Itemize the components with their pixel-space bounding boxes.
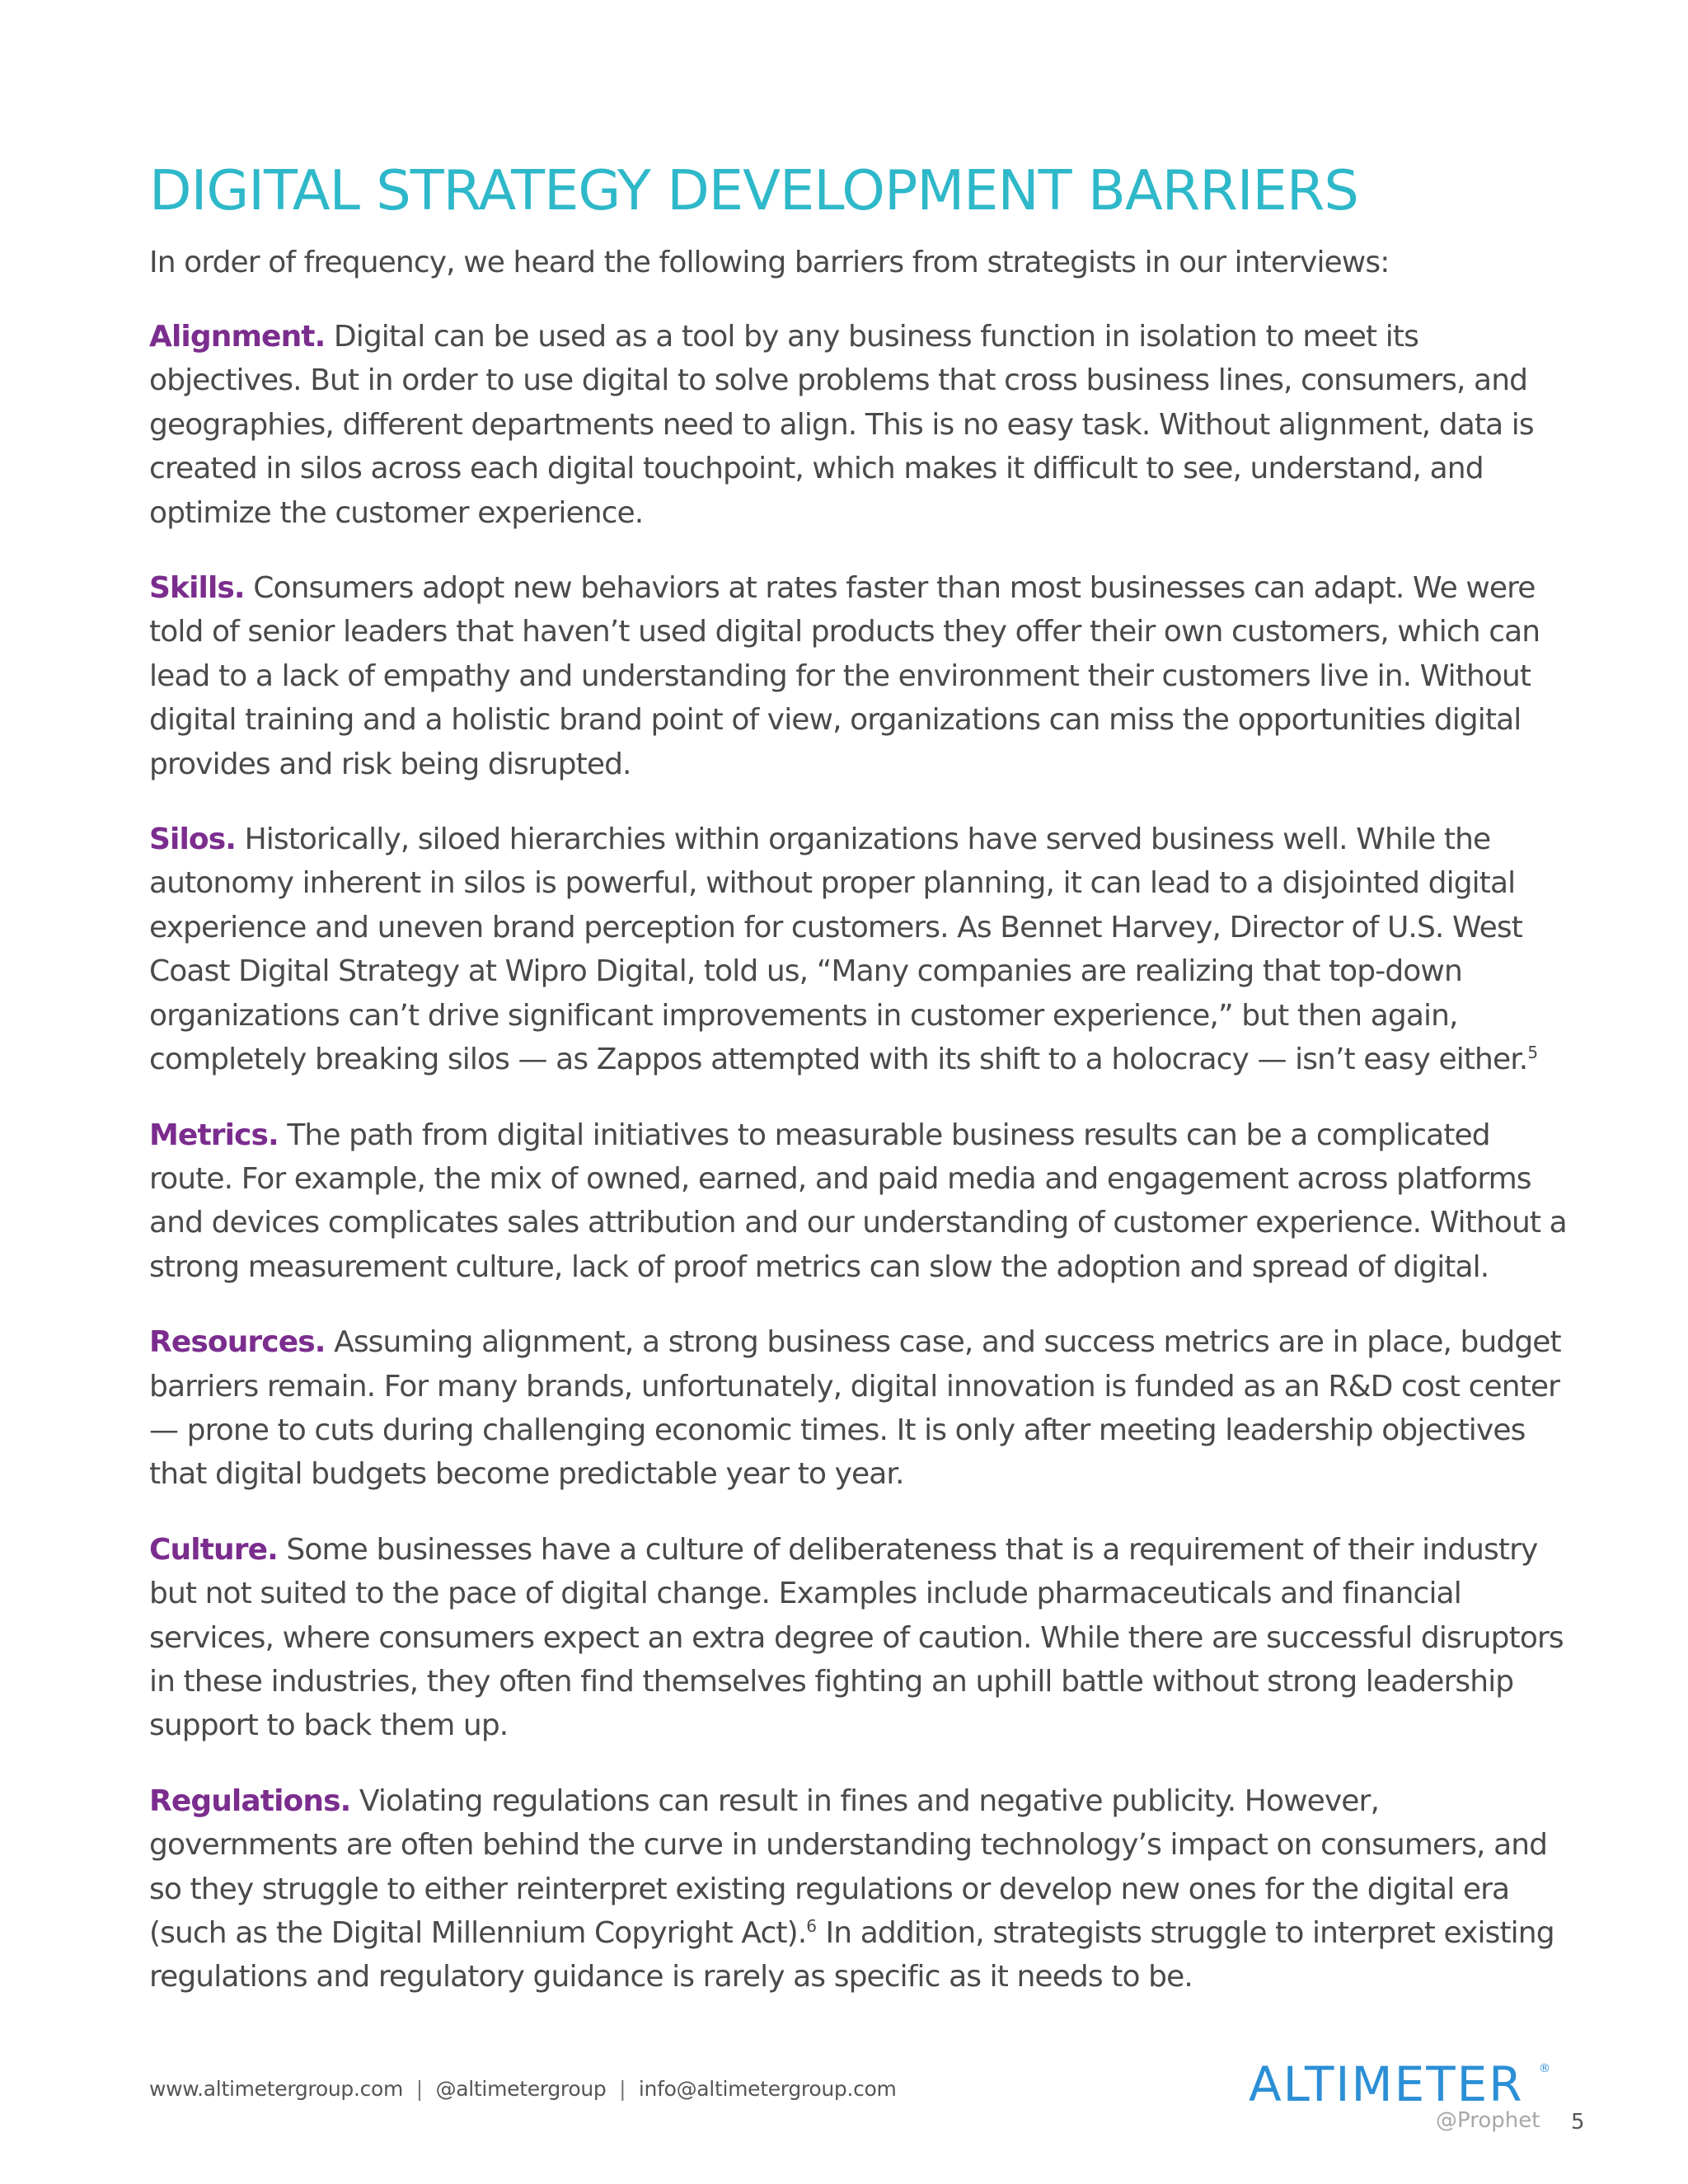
barrier-silos <box>149 818 1567 1081</box>
barrier-text: Some businesses have a culture of deliberateness that is a requirement of their industry but not suited to the pace of digital change. Examples include pharmaceuticals and financial services, where consumers expect an extra degree of caution. While there are successful disruptors in these industries, they often find themselves fighting an uphill battle without strong leadership support to back them up. <box>149 1532 1564 1743</box>
barrier-text: Assuming alignment, a strong business case, and success metrics are in place, budget barriers remain. For many brands, unfortunately, digital innovation is funded as an R&D cost center — prone to cuts during challenging economic times. It is only after meeting leadership objectives that digital budgets become predictable year to year. <box>149 1325 1561 1492</box>
page-number: 5 <box>1571 2110 1585 2135</box>
barrier-term: Metrics. <box>149 1118 279 1152</box>
footer-separator: | <box>619 2077 626 2101</box>
barrier-text: Digital can be used as a tool by any business function in isolation to meet its objectives. But in order to use digital to solve problems that cross business lines, consumers, and geographies, different departments need to align. This is no easy task. Without alignment, data is created in silos across each digital touchpoint, which makes it difficult to see, understand, and optimize the customer experience. <box>149 320 1534 530</box>
barrier-term: Resources. <box>149 1325 326 1360</box>
barrier-regulations <box>149 1779 1567 1999</box>
page-title: DIGITAL STRATEGY DEVELOPMENT BARRIERS <box>149 158 1358 223</box>
barrier-term: Regulations. <box>149 1783 351 1818</box>
logo-wordmark: ALTIMETER <box>1249 2056 1524 2112</box>
barrier-resources <box>149 1320 1567 1497</box>
barrier-term: Culture. <box>149 1532 278 1567</box>
registered-mark: ® <box>1539 2062 1550 2075</box>
barrier-text: Historically, siloed hierarchies within organizations have served business well. While the autonomy inherent in silos is powerful, without proper planning, it can lead to a disjointed digital experience and uneven brand perception for customers. As Bennet Harvey, Director of U.S. West Coast Digital Strategy at Wipro Digital, told us, “Many companies are realizing that top-down organizations can’t drive significant improvements in customer experience,” but then again, completely breaking silos — as Zappos attempted with its shift to a holocracy — isn’t easy either. <box>149 823 1528 1077</box>
barrier-text: The path from digital initiatives to measurable business results can be a complicated route. For example, the mix of owned, earned, and paid media and engagement across platforms and devices complicates sales attribution and our understanding of customer experience. Without a strong measurement culture, lack of proof metrics can slow the adoption and spread of digital. <box>149 1118 1567 1284</box>
barrier-term: Alignment. <box>149 320 326 354</box>
barrier-text: Violating regulations can result in fines and negative publicity. However, governments are often behind the curve in understanding technology’s impact on consumers, and so they struggle to either reinterpret existing regulations or develop new ones for the digital era (such as the Digital Millennium Copyright Act). <box>149 1783 1548 1950</box>
website-link[interactable]: www.altimetergroup.com <box>149 2077 404 2101</box>
barrier-text: Consumers adopt new behaviors at rates faster than most businesses can adapt. We were told of senior leaders that haven’t used digital products they offer their own customers, which can lead to a lack of empathy and understanding for the environment their customers live in. Without digital training and a holistic brand point of view, organizations can miss the opportunities digital provides and risk being disrupted. <box>149 571 1540 781</box>
barrier-skills <box>149 566 1567 786</box>
intro-paragraph: In order of frequency, we heard the following barriers from strategists in our interviews: <box>149 246 1390 279</box>
footnote-reference: 5 <box>1527 1043 1539 1063</box>
footer-contact <box>149 2077 897 2101</box>
barrier-metrics <box>149 1113 1567 1290</box>
barrier-term: Silos. <box>149 823 237 857</box>
barrier-alignment <box>149 315 1567 535</box>
twitter-handle-link[interactable]: @altimetergroup <box>435 2077 607 2101</box>
main-content <box>149 241 1567 2031</box>
email-link[interactable]: info@altimetergroup.com <box>638 2077 897 2101</box>
footer-separator: | <box>415 2077 423 2101</box>
barrier-text-continued: In addition, strategists struggle to interpret existing regulations and regulatory guidance is rarely as specific as it needs to be. <box>149 1916 1554 1994</box>
altimeter-logo <box>1249 2056 1550 2133</box>
barrier-term: Skills. <box>149 571 245 606</box>
logo-subtitle: @Prophet <box>1436 2108 1540 2133</box>
barrier-culture <box>149 1528 1567 1748</box>
footnote-reference: 6 <box>806 1916 818 1936</box>
